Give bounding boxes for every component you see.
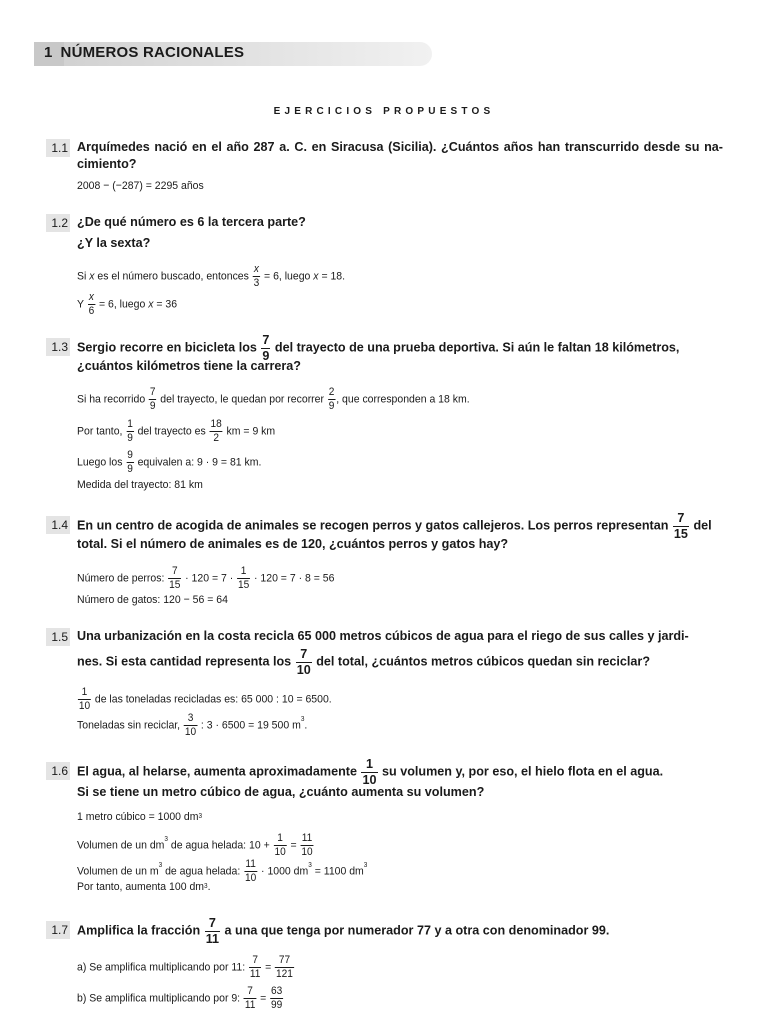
fraction: $\frac{7}{11}$ [244, 985, 256, 1011]
fraction: $\frac{7}{15}$ [673, 511, 688, 541]
chapter-title-text: NÚMEROS RACIONALES [60, 44, 245, 61]
exercise-answer-line: 2008 − (−287) = 2295 años [77, 180, 204, 192]
chapter-title [44, 44, 244, 61]
fraction: $\frac{3}{10}$ [184, 712, 197, 738]
fraction: $\frac{11}{10}$ [245, 858, 257, 884]
exercise-answer-line: Por tanto, $\frac{1}{9}$ del trayecto es $\frac{18}{2}$ km = 9 km [77, 418, 276, 444]
fraction: $\frac{7}{10}$ [296, 647, 311, 677]
exercise-answer-line: Toneladas sin reciclar, $\frac{3}{10}$ : 3 · 6500 = 19 500 $m^3$. [77, 712, 308, 738]
section-title: EJERCICIOS PROPUESTOS [273, 106, 495, 117]
exercise-question-line: El agua, al helarse, aumenta aproximadamente $\frac{1}{10}$ su volumen y, por eso, el hielo flota en el agua. [77, 757, 664, 787]
exercise-question-line: Amplifica la fracción $\frac{7}{11}$ a una que tenga por numerador 77 y a otra con denominador 99. [77, 916, 610, 946]
fraction: $\frac{7}{15}$ [169, 565, 181, 591]
fraction: $\frac{1}{9}$ [127, 418, 133, 444]
exercise-number: 1.7 [46, 921, 70, 939]
exercise-answer-line: Si ha recorrido $\frac{7}{9}$ del trayecto, le quedan por recorrer $\frac{2}{9}$ , que corresponden a 18 km. [77, 386, 470, 412]
fraction: $\frac{9}{9}$ [127, 449, 133, 475]
exercise-answer-line: a) Se amplifica multiplicando por 11: $\frac{7}{11}$ = $\frac{77}{121}$ [77, 954, 293, 980]
exercise-answer-line: Número de perros: $\frac{7}{15}$ · 120 = 7 · $\frac{1}{15}$ · 120 = 7 · 8 = 56 [77, 565, 335, 591]
exercise-number: 1.2 [46, 214, 70, 232]
exercise-question-line: En un centro de acogida de animales se recogen perros y gatos callejeros. Los perros representan $\frac{7}{15}$ del [77, 511, 712, 541]
exercise-question-line: Una urbanización en la costa recicla 65 000 metros cúbicos de agua para el riego de sus calles y jardi- [77, 629, 689, 643]
fraction: $\frac{7}{11}$ [249, 954, 261, 980]
exercise-answer-line: Volumen de un $m^3$ de agua helada: $\frac{11}{10}$ · 1000 $dm^3 = 1100$ $dm^3$ [77, 858, 368, 884]
chapter-number: 1 [44, 44, 53, 61]
exercise-answer-line: Medida del trayecto: 81 km [77, 479, 203, 491]
exercise-question-line: Si se tiene un metro cúbico de agua, ¿cuánto aumenta su volumen? [77, 785, 485, 799]
exercise-answer-line: Y $\frac{x}{6}$ = 6, luego x = 36 [77, 291, 178, 317]
exercise-number: 1.1 [46, 139, 70, 157]
exercise-answer-line: $\frac{1}{10}$ de las toneladas recicladas es: 65 000 : 10 = 6500. [78, 686, 332, 712]
exercise-question-line: total. Si el número de animales es de 120, ¿cuántos perros y gatos hay? [77, 537, 509, 551]
fraction: $\frac{1}{15}$ [237, 565, 250, 591]
fraction: $\frac{11}{10}$ [301, 832, 313, 858]
exercise-question-line: ¿Y la sexta? [77, 236, 151, 250]
fraction: $\frac{18}{2}$ [210, 418, 222, 444]
fraction: $\frac{7}{11}$ [205, 916, 220, 946]
exercise-number: 1.6 [46, 762, 70, 780]
fraction: $\frac{7}{9}$ [149, 386, 156, 412]
exercise-answer-line: Por tanto, aumenta 100 $dm^3$. [77, 881, 211, 893]
exercise-number: 1.5 [46, 628, 70, 646]
exercise-answer-line: b) Se amplifica multiplicando por 9: $\frac{7}{11}$ = $\frac{63}{99}$ [77, 985, 283, 1011]
exercise-question-line: Sergio recorre en bicicleta los $\frac{7}{9}$ del trayecto de una prueba deportiva. Si aún le faltan 18 kilómetros, [77, 333, 680, 363]
fraction: $\frac{63}{99}$ [271, 985, 283, 1011]
fraction: $\frac{1}{10}$ [78, 686, 91, 712]
exercise-answer-line: Volumen de un $dm^3$ de agua helada: 10 + $\frac{1}{10}$ = $\frac{11}{10}$ [77, 832, 313, 858]
exercise-question-line: ¿cuántos kilómetros tiene la carrera? [77, 359, 301, 373]
exercise-answer-line: Número de gatos: 120 − 56 = 64 [77, 594, 228, 606]
fraction: $\frac{2}{9}$ [328, 386, 335, 412]
fraction: $\frac{1}{10}$ [274, 832, 286, 858]
exercise-answer-line: Si x es el número buscado, entonces $\frac{x}{3}$ = 6, luego x = 18. [77, 263, 346, 289]
exercise-question-line: ¿De qué número es 6 la tercera parte? [77, 215, 306, 229]
fraction: $\frac{77}{121}$ [276, 954, 293, 980]
exercise-question-line: nes. Si esta cantidad representa los $\frac{7}{10}$ del total, ¿cuántos metros cúbicos quedan sin reciclar? [77, 647, 651, 677]
exercise-answer-line: Luego los $\frac{9}{9}$ equivalen a: 9 · 9 = 81 km. [77, 449, 262, 475]
fraction: $\frac{1}{10}$ [362, 757, 377, 787]
exercise-answer-line: 1 metro cúbico = 1000 $dm^3$ [77, 811, 203, 823]
exercise-number: 1.4 [46, 516, 70, 534]
exercise-number: 1.3 [46, 338, 70, 356]
fraction: $\frac{7}{9}$ [262, 333, 270, 363]
fraction: $\frac{x}{3}$ [253, 263, 260, 289]
fraction: $\frac{x}{6}$ [88, 291, 95, 317]
exercise-question: Arquímedes nació en el año 287 a. C. en Siracusa (Sicilia). ¿Cuántos años han transcurrido desde su nacimiento? [77, 140, 723, 171]
